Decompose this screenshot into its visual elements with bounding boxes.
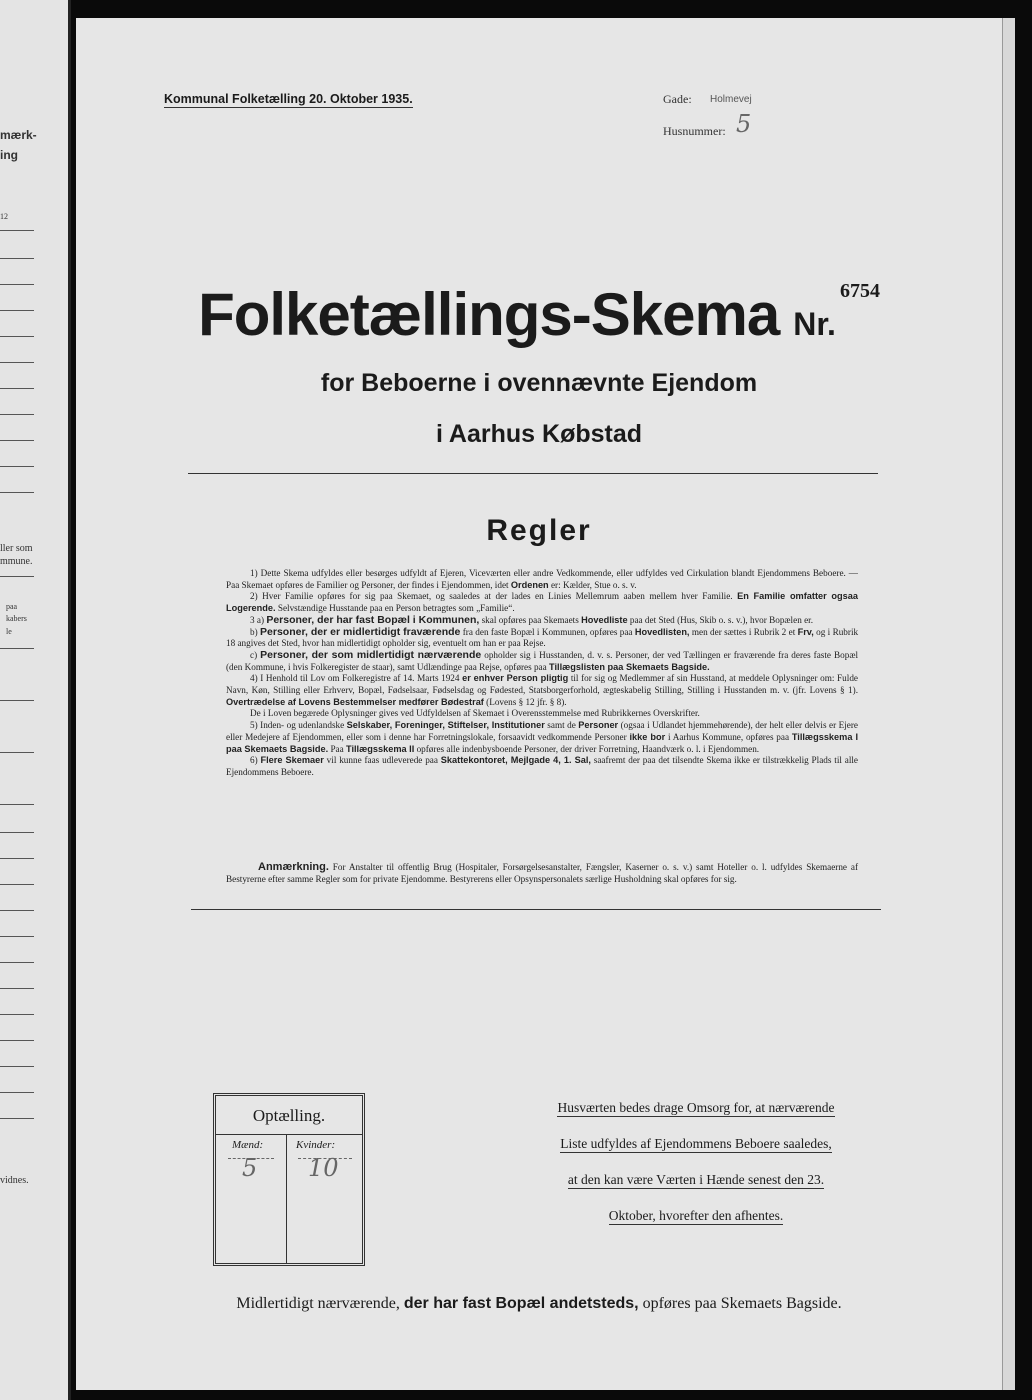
- margin-rule: [0, 700, 34, 701]
- count-title: Optælling.: [252, 1106, 326, 1125]
- margin-rule: [0, 884, 34, 885]
- margin-rule: [0, 988, 34, 989]
- margin-fragment: mmune.: [0, 556, 33, 567]
- margin-rule: [0, 258, 34, 259]
- margin-fragment: 12: [0, 212, 8, 221]
- margin-rule: [0, 388, 34, 389]
- form-number-value: 6754: [839, 280, 880, 302]
- rule-4-cont: De i Loven begærede Oplysninger gives ved Udfyldelsen af Skemaet i Overensstemmelse med Rubrikkernes Overskrifter.: [250, 708, 700, 719]
- margin-rule: [0, 336, 34, 337]
- count-box: [213, 1093, 365, 1266]
- rule-2: 2) Hver Familie opføres for sig paa Skemaet, og saaledes at der lades en Linies Mellemrum aaben mellem hver Familie. En Familie omfatter ogsaa Logerende. Selvstændige Husstande paa en Person betragtes som „Familie“.: [226, 591, 858, 614]
- census-form-page: [76, 18, 1002, 1390]
- instruction-line: Husværten bedes drage Omsorg for, at nærværende: [557, 1100, 835, 1115]
- margin-fragment: ller som: [0, 543, 33, 554]
- street-value: Holmevej: [710, 94, 752, 105]
- note-text: Anmærkning. For Anstalter til offentlig Brug (Hospitaler, Forsørgelsesanstalter, Fængsler, Kaserner o. s. v.) samt Hoteller o. l. udfyldes Skemaerne af Bestyrerne efter samme Regler som for private Ejendomme. Bestyrerens eller Opsynspersonalets særlige Husholdning skal opføres for sig.: [226, 861, 859, 884]
- divider: [191, 909, 881, 910]
- rule-4: 4) I Henhold til Lov om Folkeregistre af 14. Marts 1924 er enhver Person pligtig til for sig og Medlemmer af sin Husstand, at meddele Oplysninger om: Fulde Navn, Køn, Stilling eller Erhverv, Bopæl, Fødselsaar, Fødselsdag og Fødested, Statsborgerforhold, ægteskabelig Stilling, Stilling i Husstanden m. v. (jfr. Lovens § 1). Overtrædelse af Lovens Bestemmelser medfører Bødestraf (Lovens § 12 jfr. § 8).: [226, 673, 858, 707]
- margin-rule: [0, 284, 34, 285]
- rule-3a: 3 a) Personer, der har fast Bopæl i Kommunen, skal opføres paa Skemaets Hovedliste paa det Sted (Hus, Skib o. s. v.), hvor Bopælen er.: [250, 613, 814, 626]
- form-number-label: Nr.: [793, 306, 836, 342]
- margin-rule: [0, 576, 34, 577]
- divider: [188, 473, 878, 474]
- count-column-divider: [286, 1134, 287, 1263]
- margin-fragment: le: [6, 627, 12, 636]
- footer-note: Midlertidigt nærværende, der har fast Bopæl andetsteds, opføres paa Skemaets Bagside.: [236, 1295, 842, 1312]
- margin-rule: [0, 832, 34, 833]
- margin-rule: [0, 414, 34, 415]
- margin-rule: [0, 1014, 34, 1015]
- rule-6: 6) Flere Skemaer vil kunne faas udleverede paa Skattekontoret, Mejlgade 4, 1. Sal, saafremt der paa det tilsendte Skema ikke er tilstrækkelig Plads til alle Ejendommens Beboere.: [226, 755, 859, 777]
- margin-rule: [0, 310, 34, 311]
- form-subtitle: for Beboerne i ovennævnte Ejendom: [320, 369, 758, 397]
- margin-rule: [0, 910, 34, 911]
- instruction-line: at den kan være Værten i Hænde senest den 23.: [567, 1172, 825, 1187]
- margin-fragment: paa: [6, 602, 18, 611]
- adjacent-page-fragment: [0, 0, 71, 1400]
- margin-rule: [0, 858, 34, 859]
- margin-fragment: vidnes.: [0, 1175, 29, 1186]
- margin-rule: [0, 804, 34, 805]
- margin-fragment: mærk-: [0, 128, 37, 142]
- note-heading: Anmærkning.: [258, 861, 329, 873]
- form-subtitle: i Aarhus Købstad: [435, 420, 643, 448]
- instruction-line: Oktober, hvorefter den afhentes.: [608, 1208, 784, 1223]
- men-label: Mænd:: [232, 1139, 264, 1151]
- street-label: Gade:: [663, 92, 692, 106]
- margin-rule: [0, 440, 34, 441]
- margin-rule: [0, 1066, 34, 1067]
- margin-rule: [0, 1092, 34, 1093]
- margin-rule: [0, 492, 34, 493]
- instruction-line: Liste udfyldes af Ejendommens Beboere saaledes,: [560, 1136, 832, 1151]
- margin-fragment: kabers: [6, 614, 27, 623]
- margin-rule: [0, 1118, 34, 1119]
- women-count: 10: [308, 1154, 339, 1182]
- margin-rule: [0, 936, 34, 937]
- house-number-label: Husnummer:: [663, 124, 726, 138]
- house-number-value: 5: [736, 110, 752, 138]
- margin-rule: [0, 648, 34, 649]
- rule-5: 5) Inden- og udenlandske Selskaber, Foreninger, Stiftelser, Institutioner samt de Personer (ogsaa i Udlandet hjemmehørende), der helt eller delvis er Ejere eller Medejere af Ejendommen, eller som i denne har Forretningslokale, forsaavidt vedkommende Personer ikke bor i Aarhus Kommune, opføres paa Tillægsskema I paa Skemaets Bagside. Paa Tillægsskema II opføres alle indenbysboende Personer, der driver Forretning, Haandværk o. l. i Ejendommen.: [226, 720, 859, 754]
- margin-rule: [0, 1040, 34, 1041]
- rule-1: 1) Dette Skema udfyldes eller besørges udfyldt af Ejeren, Viceværten eller andre Vedkommende, eller udfyldes ved Cirkulation blandt Ejendommens Beboere. — Paa Skemaet opføres de Familier og Personer, der findes i Ejendommen, idet Ordenen er: Kælder, Stue o. s. v.: [226, 568, 858, 590]
- rules-heading: Regler: [486, 514, 592, 547]
- rule-3b: b) Personer, der er midlertidigt fraværende fra den faste Bopæl i Kommunen, opføres paa Hovedlisten, men der sættes i Rubrik 2 et Frv, og i Rubrik 18 angives det Sted, hvor han midlertidigt opholder sig, eventuelt om han er paa Rejse.: [226, 625, 859, 649]
- margin-rule: [0, 230, 34, 231]
- margin-fragment: ing: [0, 148, 18, 162]
- rule-3c: c) Personer, der som midlertidigt nærværende opholder sig i Husstanden, d. v. s. Personer, der ved Tællingen er fraværende fra deres faste Bopæl (den Kommune, i hvis Folkeregister de staar), samt Udlændinge paa Rejse, opføres paa Tillægslisten paa Skemaets Bagside.: [226, 648, 859, 672]
- form-title: [76, 280, 1002, 349]
- margin-rule: [0, 752, 34, 753]
- margin-rule: [0, 962, 34, 963]
- form-title-main: Folketællings-Skema: [198, 281, 780, 348]
- count-divider: [216, 1134, 362, 1135]
- men-count: 5: [242, 1154, 258, 1182]
- page-edge: [1002, 18, 1015, 1390]
- census-title: Kommunal Folketælling 20. Oktober 1935.: [164, 92, 413, 106]
- margin-rule: [0, 362, 34, 363]
- rules-text: [226, 568, 858, 779]
- women-label: Kvinder:: [296, 1139, 336, 1151]
- margin-rule: [0, 466, 34, 467]
